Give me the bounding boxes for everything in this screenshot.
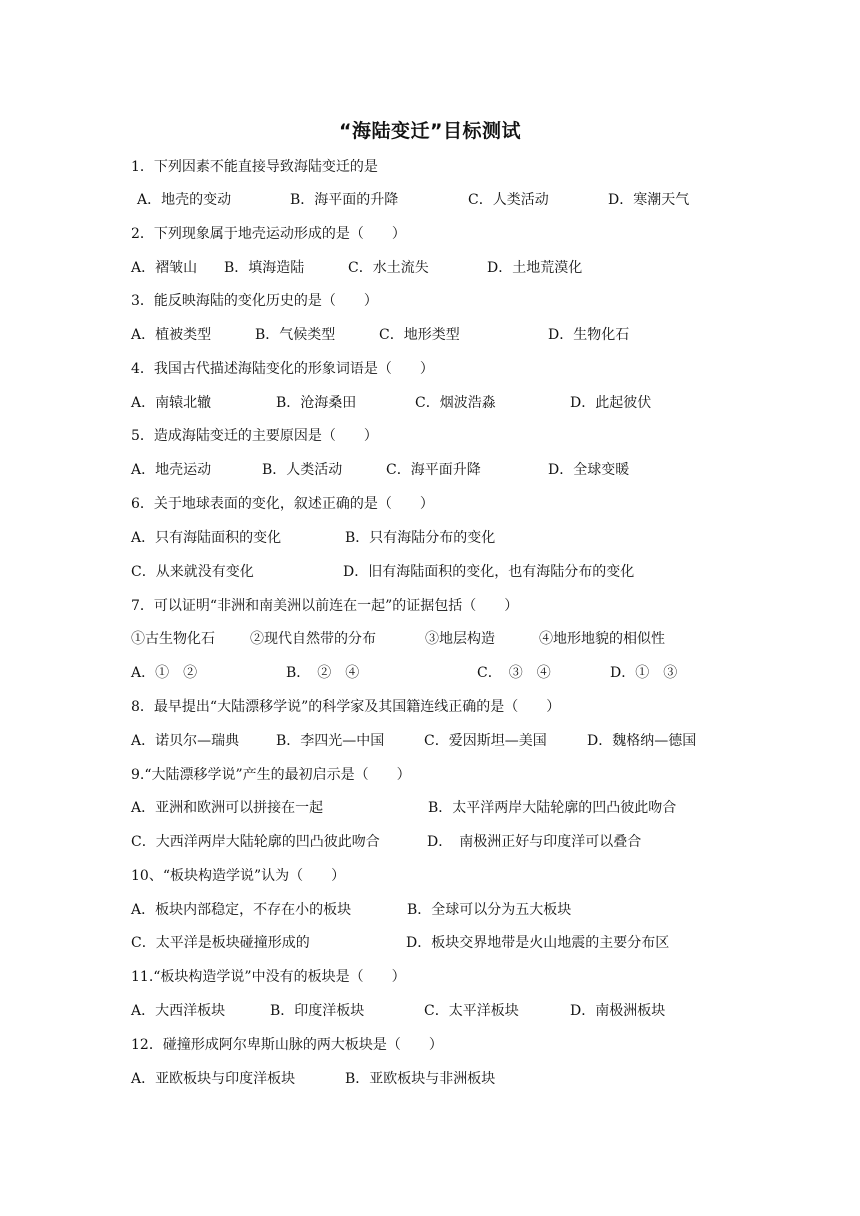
option-b: B．李四光—中国 xyxy=(276,733,385,749)
option-a: A．只有海陆面积的变化 xyxy=(131,530,282,546)
option-d: D．旧有海陆面积的变化，也有海陆分布的变化 xyxy=(343,564,635,580)
statement-2: ②现代自然带的分布 xyxy=(250,631,376,647)
option-b: B．只有海陆分布的变化 xyxy=(345,530,496,546)
option-a: A．亚欧板块与印度洋板块 xyxy=(131,1071,296,1087)
question-6-stem: 6．关于地球表面的变化，叙述正确的是（ ） xyxy=(131,496,434,512)
option-b: B．太平洋两岸大陆轮廓的凹凸彼此吻合 xyxy=(428,800,677,816)
option-a: A．褶皱山 xyxy=(131,260,198,276)
option-c: C．海平面升降 xyxy=(386,462,481,478)
option-a: A．南辕北辙 xyxy=(131,395,212,411)
option-c: C．太平洋板块 xyxy=(424,1003,519,1019)
question-1-stem: 1．下列因素不能直接导致海陆变迁的是 xyxy=(131,159,378,175)
option-a: A．板块内部稳定，不存在小的板块 xyxy=(131,902,352,918)
statement-3: ③地层构造 xyxy=(425,631,495,647)
statement-4: ④地形地貌的相似性 xyxy=(539,631,665,647)
option-d: D．生物化石 xyxy=(548,327,630,343)
option-b: B．印度洋板块 xyxy=(270,1003,365,1019)
option-a: A．地壳的变动 xyxy=(137,192,232,208)
option-a: A．地壳运动 xyxy=(131,462,212,478)
question-10-stem: 10、“板块构造学说”认为（ ） xyxy=(131,868,346,884)
option-d: D． 南极洲正好与印度洋可以叠合 xyxy=(427,834,642,850)
option-b: B．人类活动 xyxy=(262,462,343,478)
option-d: D．板块交界地带是火山地震的主要分布区 xyxy=(406,935,670,951)
option-c: C．从来就没有变化 xyxy=(131,564,254,580)
option-b: B．亚欧板块与非洲板块 xyxy=(345,1071,496,1087)
option-c: C．烟波浩淼 xyxy=(415,395,496,411)
option-c: C．人类活动 xyxy=(468,192,549,208)
option-d: D．此起彼伏 xyxy=(570,395,652,411)
option-d: D．南极洲板块 xyxy=(570,1003,666,1019)
option-b: B．全球可以分为五大板块 xyxy=(407,902,572,918)
option-d: D．土地荒漠化 xyxy=(487,260,583,276)
question-9-stem: 9.“大陆漂移学说”产生的最初启示是（ ） xyxy=(131,767,411,783)
question-5-stem: 5．造成海陆变迁的主要原因是（ ） xyxy=(131,428,378,444)
page-title: “海陆变迁”目标测试 xyxy=(339,120,521,142)
statement-1: ①古生物化石 xyxy=(131,631,215,647)
question-7-stem: 7．可以证明“非洲和南美洲以前连在一起”的证据包括（ ） xyxy=(131,598,519,614)
option-c: C．爱因斯坦—美国 xyxy=(424,733,547,749)
option-d: D．全球变暖 xyxy=(548,462,630,478)
option-a: A．诺贝尔—瑞典 xyxy=(131,733,240,749)
option-d: D．① ③ xyxy=(610,665,678,681)
option-c: C．太平洋是板块碰撞形成的 xyxy=(131,935,310,951)
option-a: A．亚洲和欧洲可以拼接在一起 xyxy=(131,800,324,816)
question-2-stem: 2．下列现象属于地壳运动形成的是（ ） xyxy=(131,226,406,242)
option-c: C．水土流失 xyxy=(348,260,429,276)
option-d: D．魏格纳—德国 xyxy=(587,733,697,749)
option-b: B．海平面的升降 xyxy=(290,192,399,208)
option-c: C． ③ ④ xyxy=(477,665,551,681)
option-b: B．填海造陆 xyxy=(224,260,305,276)
option-c: C．大西洋两岸大陆轮廓的凹凸彼此吻合 xyxy=(131,834,380,850)
question-8-stem: 8．最早提出“大陆漂移学说”的科学家及其国籍连线正确的是（ ） xyxy=(131,699,561,715)
option-b: B．气候类型 xyxy=(255,327,336,343)
option-a: A．大西洋板块 xyxy=(131,1003,226,1019)
question-12-stem: 12．碰撞形成阿尔卑斯山脉的两大板块是（ ） xyxy=(131,1037,443,1053)
option-d: D．寒潮天气 xyxy=(608,192,690,208)
question-11-stem: 11.“板块构造学说”中没有的板块是（ ） xyxy=(131,969,406,985)
option-a: A．① ② xyxy=(131,665,198,681)
option-b: B．沧海桑田 xyxy=(276,395,357,411)
option-c: C．地形类型 xyxy=(379,327,460,343)
question-3-stem: 3．能反映海陆的变化历史的是（ ） xyxy=(131,293,378,309)
option-b: B． ② ④ xyxy=(286,665,360,681)
option-a: A．植被类型 xyxy=(131,327,212,343)
question-4-stem: 4．我国古代描述海陆变化的形象词语是（ ） xyxy=(131,361,434,377)
